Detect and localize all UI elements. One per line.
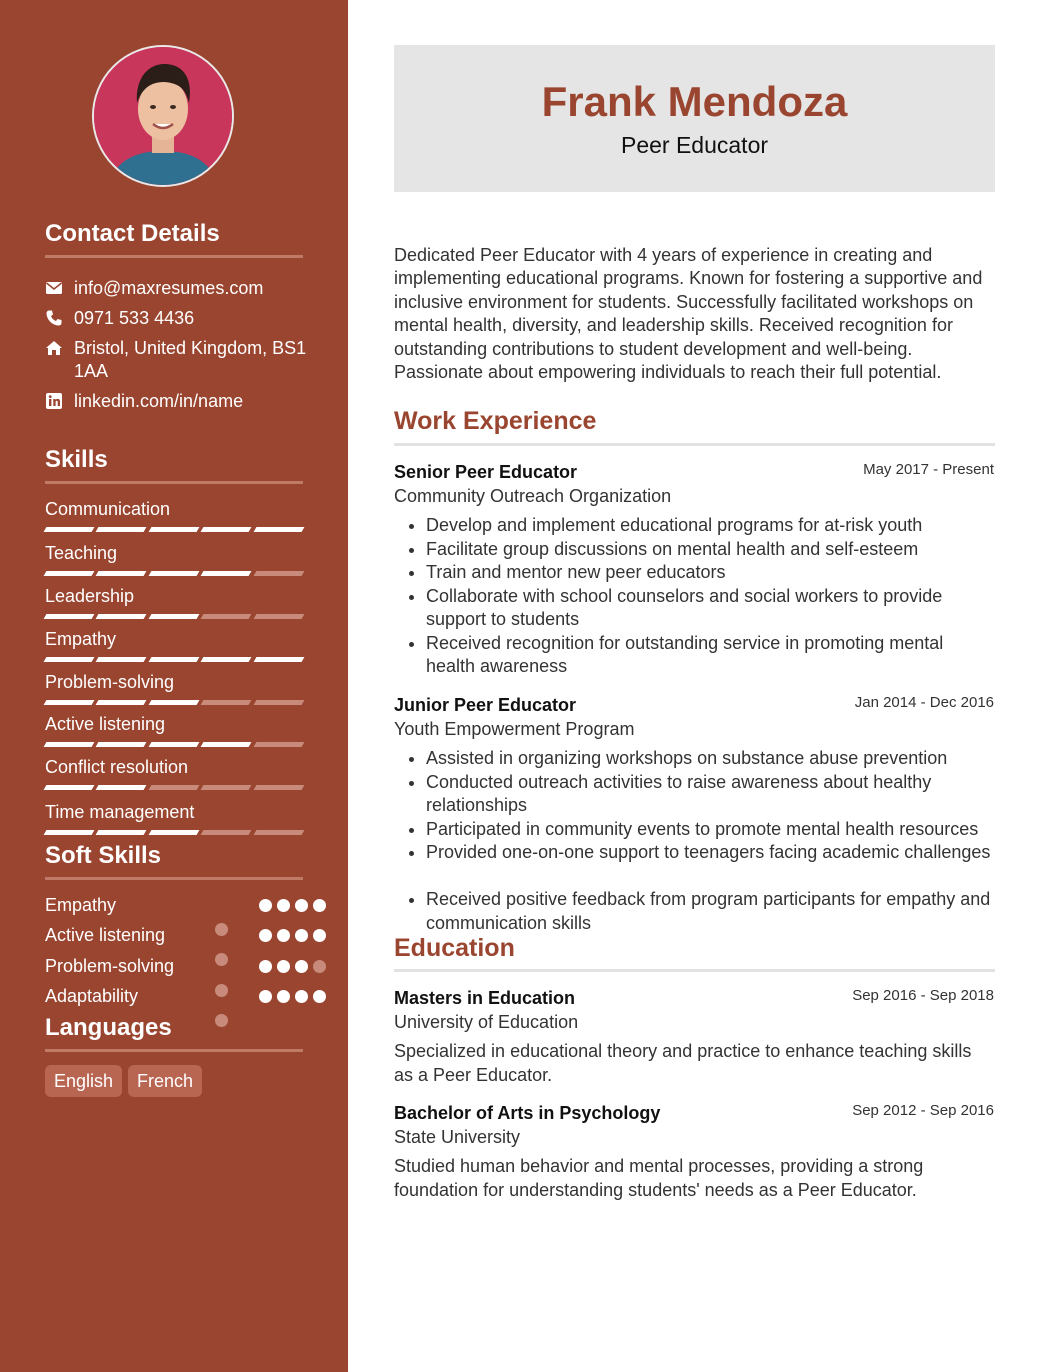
skill-level-segment	[96, 571, 147, 576]
contact-phone[interactable]	[45, 307, 310, 330]
skill-level-segment	[253, 657, 304, 662]
education-entry	[394, 986, 994, 1087]
skill-level-segment	[148, 527, 199, 532]
job-bullet: • Participated in community events to promote mental health resources	[426, 818, 994, 842]
job-entry	[394, 693, 994, 935]
rating-dot	[215, 923, 228, 936]
candidate-name: Frank Mendoza	[541, 78, 848, 125]
skill-level-segment	[96, 785, 147, 790]
degree-title: Bachelor of Arts in Psychology	[394, 1103, 661, 1123]
skill-level-bar	[45, 742, 303, 748]
phone-text: 0971 533 4436	[74, 308, 195, 328]
education-section-title: Education	[394, 934, 515, 962]
skill-level-segment	[96, 614, 147, 619]
skill-level-bar	[45, 830, 303, 836]
education-entry	[394, 1101, 994, 1202]
skill-level-segment	[201, 742, 252, 747]
job-bullet: • Provided one-on-one support to teenagers facing academic challenges	[426, 841, 994, 865]
skill-level-bar	[45, 700, 303, 706]
soft-skills-section-title: Soft Skills	[45, 842, 162, 869]
skill-level-segment	[201, 830, 252, 835]
soft-skill-name: Adaptability	[45, 986, 139, 1006]
rating-dot	[313, 929, 326, 942]
job-bullets	[394, 514, 994, 679]
skill-level-segment	[96, 527, 147, 532]
skill-level-segment	[44, 742, 95, 747]
skill-level-bar	[45, 527, 303, 533]
skill-level-segment	[253, 571, 304, 576]
job-bullet: • Develop and implement educational programs for at-risk youth	[426, 514, 994, 538]
skills-divider	[45, 481, 303, 484]
skill-name: Empathy	[45, 629, 117, 649]
skill-item	[45, 713, 303, 751]
profile-photo	[92, 45, 234, 187]
rating-dot	[295, 990, 308, 1003]
contact-email[interactable]	[45, 277, 310, 300]
soft-skill-item	[45, 985, 305, 1009]
education-description: Studied human behavior and mental processes, providing a strong foundation for understanding students' needs as a Peer Educator.	[394, 1156, 924, 1200]
work-section-title: Work Experience	[394, 407, 597, 435]
skill-name: Problem-solving	[45, 672, 175, 692]
job-bullets	[394, 747, 994, 935]
skill-item	[45, 801, 303, 839]
language-tag: French	[128, 1065, 202, 1097]
skill-level-segment	[201, 700, 252, 705]
skill-name: Teaching	[45, 543, 118, 563]
job-dates: Jan 2014 - Dec 2016	[854, 694, 994, 711]
school-name: State University	[394, 1127, 521, 1147]
education-dates: Sep 2016 - Sep 2018	[852, 987, 994, 1004]
rating-dot	[295, 899, 308, 912]
skill-item	[45, 756, 303, 794]
soft-skill-item	[45, 894, 305, 918]
soft-skill-rating	[259, 990, 326, 1003]
soft-skill-name: Active listening	[45, 925, 166, 945]
job-bullet: • Train and mentor new peer educators	[426, 561, 994, 585]
rating-dot	[215, 984, 228, 997]
skill-name: Active listening	[45, 714, 166, 734]
name-header	[394, 45, 995, 192]
rating-dot	[259, 899, 272, 912]
rating-dot	[277, 899, 290, 912]
skill-level-bar	[45, 571, 303, 577]
phone-icon	[45, 309, 63, 327]
home-icon	[45, 339, 63, 357]
skill-level-segment	[148, 785, 199, 790]
soft-skill-name: Problem-solving	[45, 956, 175, 976]
soft-skill-name: Empathy	[45, 895, 117, 915]
languages-divider	[45, 1049, 303, 1052]
job-bullet: • Facilitate group discussions on mental health and self-esteem	[426, 538, 994, 562]
skill-level-segment	[253, 527, 304, 532]
skill-level-segment	[96, 830, 147, 835]
rating-dot	[259, 990, 272, 1003]
skill-level-segment	[253, 700, 304, 705]
skill-level-segment	[148, 830, 199, 835]
skill-level-bar	[45, 785, 303, 791]
skill-item	[45, 542, 303, 580]
rating-dot	[313, 899, 326, 912]
skill-level-segment	[253, 742, 304, 747]
candidate-role: Peer Educator	[620, 132, 769, 158]
rating-dot	[295, 960, 308, 973]
skill-level-segment	[253, 830, 304, 835]
rating-dot	[313, 990, 326, 1003]
job-bullet: • Collaborate with school counselors and social workers to provide support to students	[426, 585, 994, 632]
skill-level-segment	[201, 657, 252, 662]
school-name: University of Education	[394, 1012, 579, 1032]
skill-level-segment	[201, 571, 252, 576]
job-dates: May 2017 - Present	[863, 461, 994, 478]
languages-section-title: Languages	[45, 1014, 172, 1041]
rating-dot	[277, 960, 290, 973]
soft-skill-rating	[259, 960, 326, 973]
rating-dot	[259, 929, 272, 942]
skill-name: Communication	[45, 499, 171, 519]
envelope-icon	[45, 279, 63, 297]
soft-skill-item	[45, 924, 305, 948]
skill-name: Time management	[45, 802, 195, 822]
rating-dot	[277, 990, 290, 1003]
language-tag: English	[45, 1065, 122, 1097]
linkedin-icon	[45, 392, 63, 410]
skill-level-segment	[44, 700, 95, 705]
rating-dot	[313, 960, 326, 973]
education-divider	[394, 969, 995, 972]
profile-summary: Dedicated Peer Educator with 4 years of experience in creating and implementing educational programs. Known for fostering a supportive and inclusive environment for students. Successfully facilitated workshops on mental health, diversity, and leadership skills. Received recognition for outstanding contributions to student development and well-being. Passionate about empowering individuals to reach their full potential.	[394, 245, 983, 383]
rating-dot	[215, 1014, 228, 1027]
skill-level-bar	[45, 657, 303, 663]
job-bullet: • Received positive feedback from program participants for empathy and communication skills	[426, 888, 994, 935]
skill-level-segment	[253, 614, 304, 619]
skill-level-bar	[45, 614, 303, 620]
skill-level-segment	[148, 700, 199, 705]
soft-skill-rating	[259, 899, 326, 912]
soft-skill-rating	[259, 929, 326, 942]
sidebar	[0, 0, 348, 1372]
rating-dot	[277, 929, 290, 942]
skill-level-segment	[44, 785, 95, 790]
contact-section-title: Contact Details	[45, 220, 220, 247]
contact-address	[45, 337, 310, 383]
skill-level-segment	[201, 785, 252, 790]
skills-section-title: Skills	[45, 446, 108, 473]
job-title: Junior Peer Educator	[394, 695, 577, 715]
skill-level-segment	[44, 830, 95, 835]
work-divider	[394, 443, 995, 446]
contact-linkedin[interactable]	[45, 390, 310, 413]
skill-level-segment	[44, 571, 95, 576]
job-entry	[394, 460, 994, 679]
linkedin-text: linkedin.com/in/name	[74, 391, 244, 411]
soft-skill-item	[45, 955, 305, 979]
job-organization: Youth Empowerment Program	[394, 719, 635, 739]
rating-dot	[295, 929, 308, 942]
skill-level-segment	[96, 657, 147, 662]
skill-item	[45, 628, 303, 666]
email-text: info@maxresumes.com	[74, 278, 264, 298]
education-dates: Sep 2012 - Sep 2016	[852, 1102, 994, 1119]
degree-title: Masters in Education	[394, 988, 576, 1008]
skill-level-segment	[148, 657, 199, 662]
education-description: Specialized in educational theory and practice to enhance teaching skills as a Peer Educator.	[394, 1041, 972, 1085]
job-title: Senior Peer Educator	[394, 462, 578, 482]
skill-level-segment	[253, 785, 304, 790]
skill-level-segment	[96, 700, 147, 705]
skill-level-segment	[96, 742, 147, 747]
languages-list	[45, 1065, 202, 1097]
skill-level-segment	[201, 614, 252, 619]
job-organization: Community Outreach Organization	[394, 486, 672, 506]
skill-item	[45, 671, 303, 709]
rating-dot	[215, 953, 228, 966]
skill-name: Conflict resolution	[45, 757, 189, 777]
address-text: Bristol, United Kingdom, BS1 1AA	[74, 338, 307, 381]
job-bullet: • Assisted in organizing workshops on substance abuse prevention	[426, 747, 994, 771]
skill-level-segment	[44, 614, 95, 619]
skill-level-segment	[148, 742, 199, 747]
rating-dot	[259, 960, 272, 973]
skill-level-segment	[44, 657, 95, 662]
skill-level-segment	[44, 527, 95, 532]
skill-name: Leadership	[45, 586, 135, 606]
job-bullet: • Conducted outreach activities to raise awareness about healthy relationships	[426, 771, 994, 818]
skill-level-segment	[148, 571, 199, 576]
skill-item	[45, 498, 303, 536]
soft-skills-divider	[45, 877, 303, 880]
skill-item	[45, 585, 303, 623]
skill-level-segment	[201, 527, 252, 532]
job-bullet: • Received recognition for outstanding service in promoting mental health awareness	[426, 632, 994, 679]
contact-divider	[45, 255, 303, 258]
skill-level-segment	[148, 614, 199, 619]
